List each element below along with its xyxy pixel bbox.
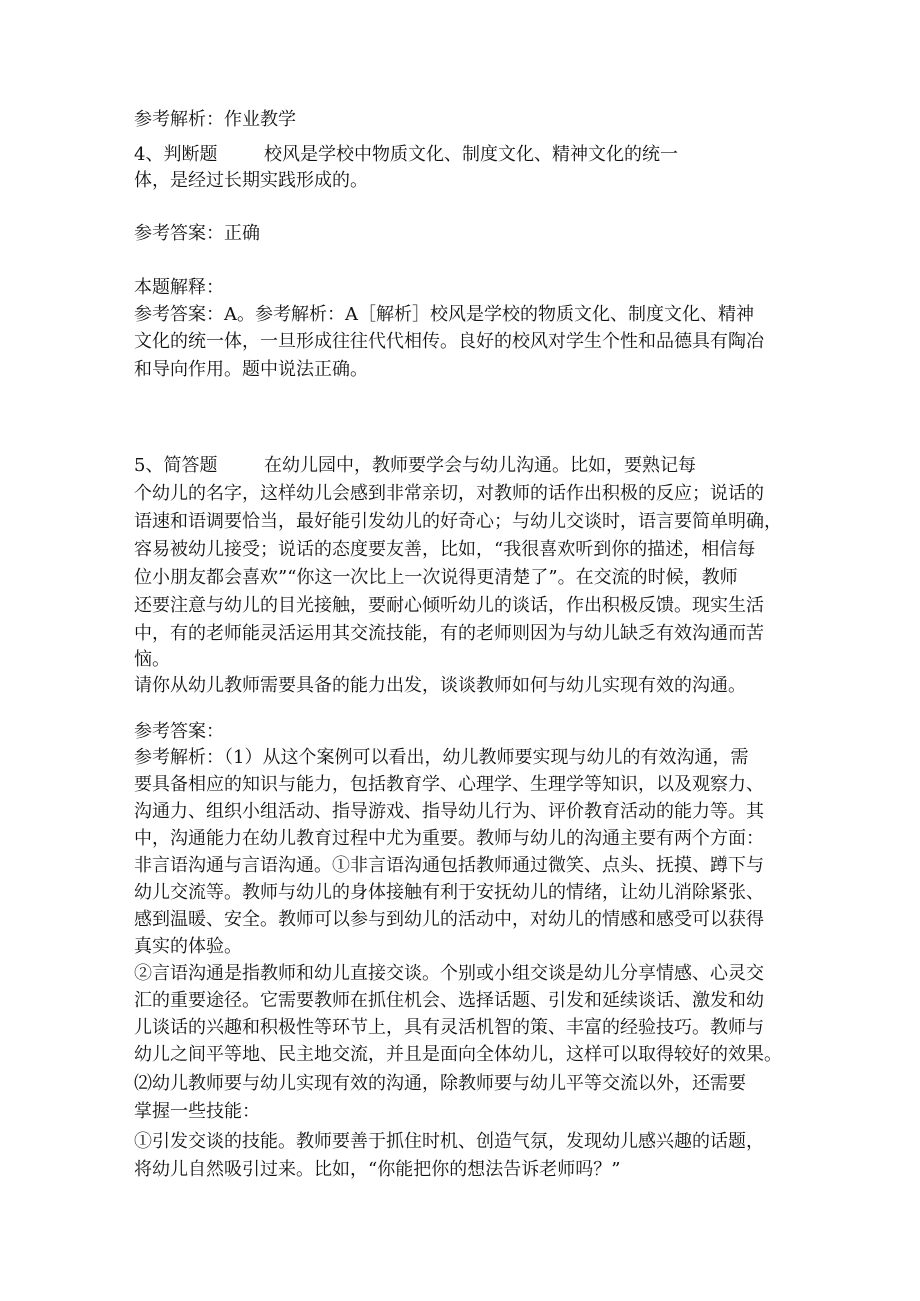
- q5-analysis-line: 幼儿交流等。教师与幼儿的身体接触有利于安抚幼儿的情绪，让幼儿消除紧张、: [134, 882, 764, 903]
- q5-analysis-line: 感到温暖、安全。教师可以参与到幼儿的活动中，对幼儿的情感和感受可以获得: [134, 909, 764, 930]
- q5-analysis-line: ②言语沟通是指教师和幼儿直接交谈。个别或小组交谈是幼儿分享情感、心灵交: [134, 963, 764, 984]
- q4-explain-title: 本题解释：: [134, 277, 224, 298]
- q5-stem-line: 还要注意与幼儿的目光接触，要耐心倾听幼儿的谈话，作出积极反馈。现实生活: [134, 595, 764, 616]
- q5-stem-line-1: 在幼儿园中，教师要学会与幼儿沟通。比如，要熟记每: [264, 455, 696, 476]
- q4-label: 4、判断题: [134, 144, 218, 165]
- q5-stem-line: 请你从幼儿教师需要具备的能力出发，谈谈教师如何与幼儿实现有效的沟通。: [134, 675, 746, 696]
- q5-analysis-line: 真实的体验。: [134, 936, 242, 957]
- q4-explain-line-2: 文化的统一体，一旦形成往往代代相传。良好的校风对学生个性和品德具有陶冶: [134, 331, 764, 352]
- q5-analysis-line: 掌握一些技能：: [134, 1101, 260, 1122]
- q5-analysis-line: 将幼儿自然吸引过来。比如，“你能把你的想法告诉老师吗？”: [134, 1159, 621, 1180]
- q3-analysis: 参考解析：作业教学: [134, 109, 296, 130]
- q4-explain-line-3: 和导向作用。题中说法正确。: [134, 359, 368, 380]
- q5-label: 5、简答题: [134, 455, 218, 476]
- q5-stem-line: 语速和语调要恰当，最好能引发幼儿的好奇心；与幼儿交谈时，语言要简单明确，: [134, 511, 782, 532]
- q5-analysis-line: 汇的重要途径。它需要教师在抓住机会、选择话题、引发和延续谈话、激发和幼: [134, 990, 764, 1011]
- q5-analysis-line: 要具备相应的知识与能力，包括教育学、心理学、生理学等知识，以及观察力、: [134, 774, 764, 795]
- q5-analysis-line: 非言语沟通与言语沟通。①非言语沟通包括教师通过微笑、点头、抚摸、蹲下与: [134, 855, 764, 876]
- q5-analysis-line: ①引发交谈的技能。教师要善于抓住时机、创造气氛，发现幼儿感兴趣的话题，: [134, 1131, 764, 1152]
- q5-analysis-line: 幼儿之间平等地、民主地交流，并且是面向全体幼儿，这样可以取得较好的效果。: [134, 1044, 782, 1065]
- q5-stem-line: 位小朋友都会喜欢”“你这一次比上一次说得更清楚了”。在交流的时候，教师: [134, 567, 738, 588]
- q5-stem-line: 容易被幼儿接受；说话的态度要友善，比如，“我很喜欢听到你的描述，相信每: [134, 539, 756, 560]
- q5-analysis-line: 中，沟通能力在幼儿教育过程中尤为重要。教师与幼儿的沟通主要有两个方面：: [134, 828, 764, 849]
- q5-analysis-line: ⑵幼儿教师要与幼儿实现有效的沟通，除教师要与幼儿平等交流以外，还需要: [134, 1073, 746, 1094]
- q4-answer: 参考答案：正确: [134, 223, 260, 244]
- q5-answer: 参考答案：: [134, 721, 224, 742]
- q5-question-line: [134, 454, 696, 478]
- q5-analysis-line: 沟通力、组织小组活动、指导游戏、指导幼儿行为、评价教育活动的能力等。其: [134, 801, 764, 822]
- q5-stem-line: 个幼儿的名字，这样幼儿会感到非常亲切，对教师的话作出积极的反应；说话的: [134, 483, 764, 504]
- q4-stem-line-1: 校风是学校中物质文化、制度文化、精神文化的统一: [264, 144, 678, 165]
- q5-analysis-line: 儿谈话的兴趣和积极性等环节上，具有灵活机智的策、丰富的经验技巧。教师与: [134, 1017, 764, 1038]
- q5-analysis-line: 参考解析：（1）从这个案例可以看出，幼儿教师要实现与幼儿的有效沟通，需: [134, 747, 749, 768]
- q4-question-line: [134, 143, 678, 167]
- q5-stem-line: 中，有的老师能灵活运用其交流技能，有的老师则因为与幼儿缺乏有效沟通而苦: [134, 623, 764, 644]
- q4-explain-line-1: 参考答案：A。参考解析：A［解析］校风是学校的物质文化、制度文化、精神: [134, 304, 754, 325]
- q5-stem-line: 恼。: [134, 649, 170, 670]
- q4-stem-line-2: 体，是经过长期实践形成的。: [134, 170, 368, 191]
